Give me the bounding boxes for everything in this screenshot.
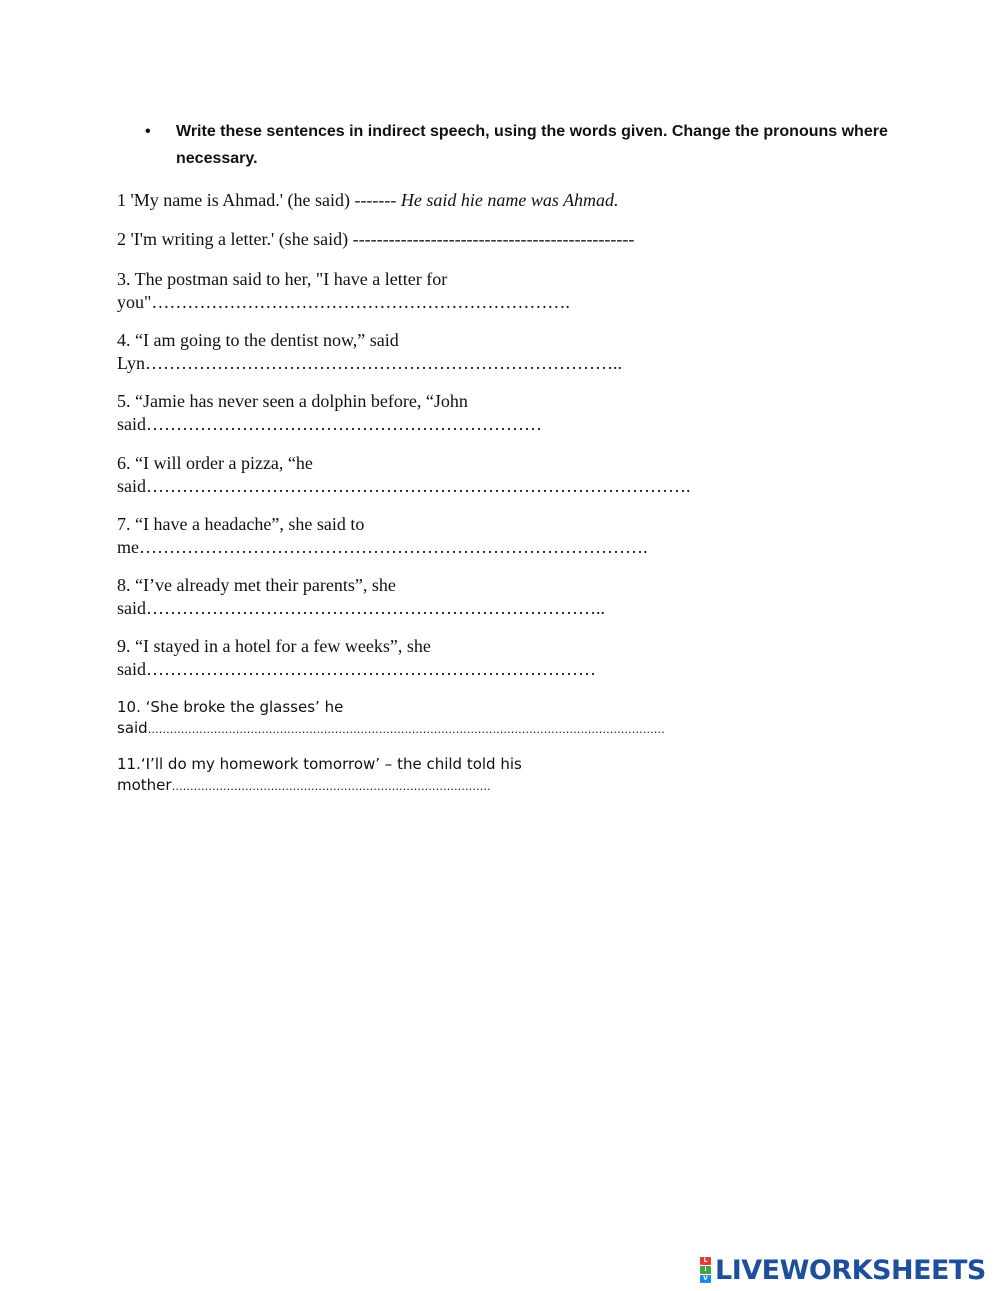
exercise-item-7 [117,513,648,559]
exercise-item-8 [117,574,605,620]
logo-text: LIVEWORKSHEETS [715,1254,986,1286]
exercise-item-9 [117,635,596,681]
exercise-item-10 [117,697,665,740]
logo-mark-block: L [700,1257,711,1265]
answer-line[interactable] [117,775,522,797]
answer-line[interactable]: you"……………………………………………………………. [117,292,570,312]
instruction-text: Write these sentences in indirect speech, using the words given. Change the pronouns where necessary. [176,123,888,167]
answer-line[interactable]: me…………………………………………………………………………. [117,537,648,557]
example-answer: He said hie name was Ahmad. [400,190,619,210]
instruction [145,118,905,172]
answer-dots: …………………………………………………………………………… [171,780,491,793]
item-prompt: 5. “Jamie has never seen a dolphin before, “John [117,391,468,411]
answer-line[interactable]: said………………………………………………………… [117,414,542,434]
item-text [117,189,619,212]
item-prompt: 3. The postman said to her, "I have a letter for [117,269,448,289]
item-prompt: 6. “I will order a pizza, “he [117,453,313,473]
logo-mark-block: V [700,1275,711,1283]
answer-line[interactable]: said………………………………………………………………….. [117,598,605,618]
item-prompt: 7. “I have a headache”, she said to [117,514,365,534]
exercise-item-5 [117,390,542,436]
answer-line[interactable]: Lyn…………………………………………………………………….. [117,353,623,373]
item-prompt: 1 'My name is Ahmad.' (he said) ------- [117,190,401,210]
exercise-item-3 [117,268,570,314]
answer-dots: …………………………………………………………………………………………………………………………… [147,723,665,736]
liveworksheets-logo [700,1253,986,1287]
exercise-item-11 [117,754,522,797]
item-prompt: 4. “I am going to the dentist now,” said [117,330,399,350]
logo-mark-icon [700,1257,711,1283]
exercise-item-2 [117,228,634,251]
answer-line[interactable]: said………………………………………………………………………………. [117,476,691,496]
exercise-item-6 [117,452,691,498]
answer-line[interactable]: said………………………………………………………………… [117,659,596,679]
answer-lead: mother [117,776,172,794]
exercise-item-4 [117,329,622,375]
item-prompt: 10. ‘She broke the glasses’ he [117,698,344,716]
answer-lead: said [117,719,148,737]
item-prompt: 8. “I’ve already met their parents”, she [117,575,396,595]
exercise-item-1 [117,189,619,212]
logo-mark-block: I [700,1266,711,1274]
answer-line[interactable] [117,718,665,740]
item-prompt: 9. “I stayed in a hotel for a few weeks”, she [117,636,431,656]
bullet-icon: • [145,123,151,140]
item-prompt: 11.‘I’ll do my homework tomorrow’ – the child told his [117,755,522,773]
item-prompt: 2 'I'm writing a letter.' (she said) ----------------------------------------------- [117,229,635,249]
